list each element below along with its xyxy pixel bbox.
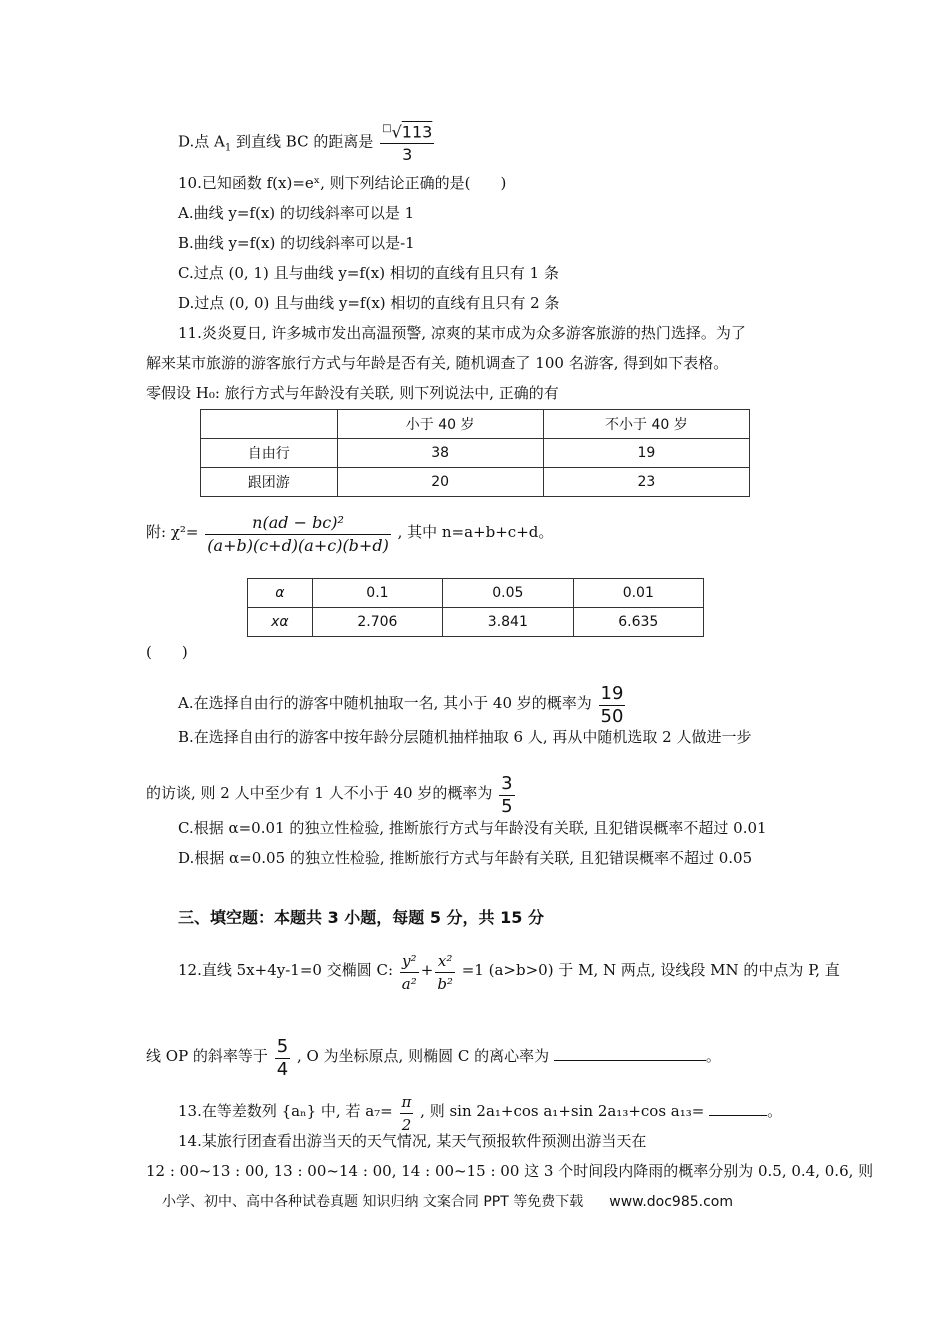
- q11-option-b-fraction: [499, 773, 514, 818]
- q11-option-b-line2: [146, 773, 517, 818]
- q9-denominator: 3: [402, 145, 413, 165]
- q10-stem: 10.已知函数 f(x)=eˣ, 则下列结论正确的是( ): [178, 174, 507, 192]
- q11-option-a: [178, 683, 627, 728]
- q11-stem-line3: 零假设 H₀: 旅行方式与年龄没有关联, 则下列说法中, 正确的有: [146, 384, 559, 402]
- fraction-denominator: 5: [501, 796, 513, 817]
- q9-option-d: [178, 118, 436, 166]
- fraction-numerator: 5: [276, 1036, 289, 1057]
- q13-line: [178, 1091, 782, 1136]
- q12-slope-fraction: [275, 1036, 290, 1081]
- table-cell: 38: [337, 439, 543, 468]
- q11-option-b-line1: B.在选择自由行的游客中按年龄分层随机抽样抽取 6 人, 再从中随机选取 2 人做进一步: [178, 728, 752, 746]
- q11-option-d: D.根据 α=0.05 的独立性检验, 推断旅行方式与年龄有关联, 且犯错误概率不超过 0.05: [178, 849, 753, 867]
- q10-option-d: D.过点 (0, 0) 且与曲线 y=f(x) 相切的直线有且只有 2 条: [178, 294, 560, 312]
- fraction-numerator: 19: [600, 683, 624, 704]
- chi-square-formula: [146, 512, 553, 557]
- q12-suffix: =1 (a>b>0) 于 M, N 两点, 设线段 MN 的中点为 P, 直: [461, 961, 840, 979]
- table-cell: 跟团游: [201, 468, 338, 497]
- fraction-numerator: y²: [400, 950, 419, 973]
- fraction-denominator: 2: [401, 1116, 412, 1134]
- table-header-cell: 小于 40 岁: [337, 410, 543, 439]
- table-cell: xα: [248, 608, 313, 637]
- plus-sign: +: [420, 961, 434, 979]
- q12-line2-suffix: , O 为坐标原点, 则椭圆 C 的离心率为: [296, 1047, 550, 1065]
- formula-suffix: , 其中 n=a+b+c+d。: [397, 523, 554, 541]
- footer-url[interactable]: www.doc985.com: [609, 1194, 733, 1210]
- q9-option-d-sub: 1: [224, 142, 232, 154]
- table-cell: 23: [543, 468, 749, 497]
- table-header-row: [201, 410, 750, 439]
- q9-option-d-prefix: D.点 A: [178, 132, 225, 151]
- q9-option-d-mid: 到直线 BC 的距离是: [231, 132, 374, 151]
- q11-stem-line2: 解来某市旅游的游客旅行方式与年龄是否有关, 随机调查了 100 名游客, 得到如下表格。: [146, 354, 729, 372]
- q11-option-b-text: 的访谈, 则 2 人中至少有 1 人不小于 40 岁的概率为: [146, 784, 493, 802]
- q14-line2: 12 : 00~13 : 00, 13 : 00~14 : 00, 14 : 00~15 : 00 这 3 个时间段内降雨的概率分别为 0.5, 0.4, 0.6, 则: [146, 1162, 874, 1180]
- q12-prefix: 12.直线 5x+4y-1=0 交椭圆 C:: [178, 961, 398, 979]
- q9-distance-fraction: $\frac{^□√113}{3}$: [380, 118, 434, 166]
- fraction-denominator: b²: [437, 975, 453, 993]
- q12-end: 。: [705, 1047, 721, 1065]
- fraction-numerator: 3: [501, 773, 513, 794]
- q14-line1: 14.某旅行团查看出游当天的天气情况, 某天气预报软件预测出游当天在: [178, 1132, 647, 1150]
- table-header-cell: 不小于 40 岁: [543, 410, 749, 439]
- q10-option-b: B.曲线 y=f(x) 的切线斜率可以是-1: [178, 234, 415, 252]
- fraction-denominator: 4: [276, 1059, 289, 1080]
- table-row: [201, 439, 750, 468]
- root-index: □: [382, 123, 392, 134]
- q11-option-a-fraction: [599, 683, 626, 728]
- q10-option-c: C.过点 (0, 1) 且与曲线 y=f(x) 相切的直线有且只有 1 条: [178, 264, 559, 282]
- chi-square-fraction: [205, 512, 391, 557]
- q11-table-travel-age: [200, 409, 750, 497]
- table-header-row: [248, 579, 704, 608]
- q11-option-c: C.根据 α=0.01 的独立性检验, 推断旅行方式与年龄没有关联, 且犯错误概率不超过 0.01: [178, 819, 767, 837]
- q11-stem-line1: 11.炎炎夏日, 许多城市发出高温预警, 凉爽的某市成为众多游客旅游的热门选择。为了: [178, 324, 746, 342]
- q12-line2: [146, 1036, 721, 1081]
- formula-prefix: 附: χ²=: [146, 523, 199, 541]
- formula-numerator: n(ad − bc)²: [205, 512, 391, 535]
- fraction-denominator: a²: [401, 975, 417, 993]
- table-cell: 2.706: [312, 608, 442, 637]
- table-row: [201, 468, 750, 497]
- formula-denominator: (a+b)(c+d)(a+c)(b+d): [207, 536, 389, 555]
- q11-paren: ( ): [146, 643, 188, 661]
- page-footer: [162, 1191, 733, 1211]
- table-header-cell: α: [248, 579, 313, 608]
- q13-end: 。: [767, 1102, 783, 1120]
- q13-pi-fraction: [400, 1091, 414, 1136]
- table-cell: 6.635: [573, 608, 703, 637]
- answer-blank[interactable]: [709, 1099, 767, 1116]
- table-header-cell: 0.01: [573, 579, 703, 608]
- table-header-cell: 0.05: [443, 579, 573, 608]
- q12-line1: [178, 950, 840, 995]
- root-value: 113: [401, 122, 433, 142]
- q10-option-a: A.曲线 y=f(x) 的切线斜率可以是 1: [178, 204, 415, 222]
- table-cell: 19: [543, 439, 749, 468]
- q11-table-critical-values: [247, 578, 704, 637]
- q11-option-a-text: A.在选择自由行的游客中随机抽取一名, 其小于 40 岁的概率为: [178, 694, 592, 712]
- table-header-cell: 0.1: [312, 579, 442, 608]
- table-row: [248, 608, 704, 637]
- answer-blank[interactable]: [554, 1044, 706, 1061]
- table-cell: 20: [337, 468, 543, 497]
- table-cell: 3.841: [443, 608, 573, 637]
- q13-suffix: , 则 sin 2a₁+cos a₁+sin 2a₁₃+cos a₁₃=: [420, 1102, 705, 1120]
- table-cell: 自由行: [201, 439, 338, 468]
- footer-text: 小学、初中、高中各种试卷真题 知识归纳 文案合同 PPT 等免费下载: [162, 1194, 584, 1210]
- fraction-numerator: x²: [435, 950, 455, 973]
- q12-fraction-x: [435, 950, 455, 995]
- table-header-cell: [201, 410, 338, 439]
- fraction-numerator: π: [400, 1091, 414, 1114]
- fraction-denominator: 50: [600, 706, 624, 727]
- q12-fraction-y: [400, 950, 419, 995]
- section-heading-fill-in: 三、填空题：本题共 3 小题，每题 5 分，共 15 分: [178, 908, 544, 927]
- q13-prefix: 13.在等差数列 {aₙ} 中, 若 a₇=: [178, 1102, 393, 1120]
- q12-line2-prefix: 线 OP 的斜率等于: [146, 1047, 268, 1065]
